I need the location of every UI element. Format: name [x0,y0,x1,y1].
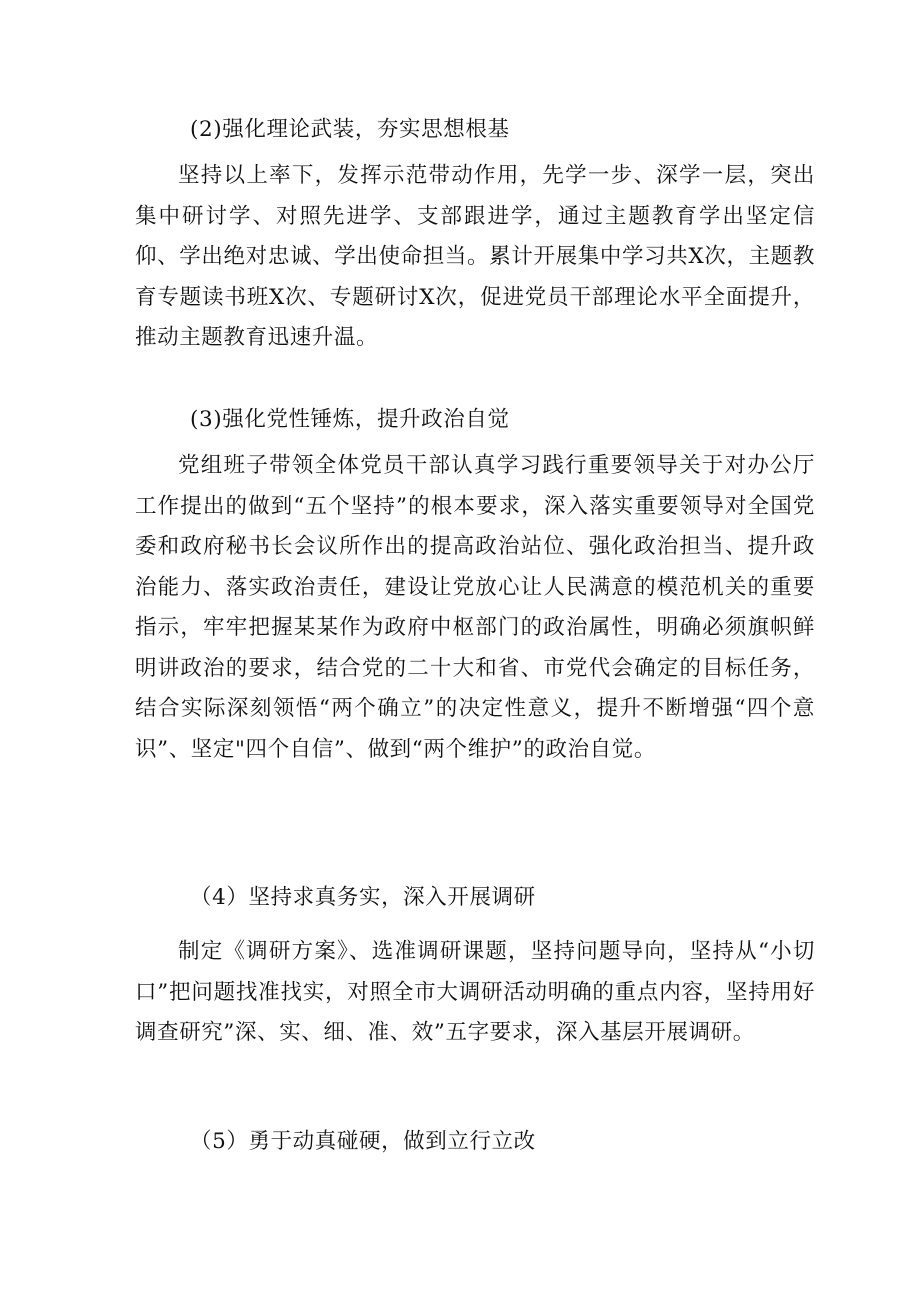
section-heading-4: （4）坚持求真务实，深入开展调研 [190,885,536,910]
section-heading-5: （5）勇于动真碰硬，做到立行立改 [190,1129,536,1154]
section-heading-2: (2)强化理论武装，夯实思想根基 [190,117,510,142]
section-body-2: 坚持以上率下，发挥示范带动作用，先学一步、深学一层，突出集中研讨学、对照先进学、支部跟进学，通过主题教育学出坚定信仰、学出绝对忠诚、学出使命担当。累计开展集中学习共X次，主题教育专题读书班X次、专题研讨X次，促进党员干部理论水平全面提升，推动主题教育迅速升温。 [135,163,815,350]
section-body-3: 党组班子带领全体党员干部认真学习践行重要领导关于对办公厅工作提出的做到“五个坚持”的根本要求，深入落实重要领导对全国党委和政府秘书长会议所作出的提高政治站位、强化政治担当、提升政治能力、落实政治责任，建设让党放心让人民满意的模范机关的重要指示，牢牢把握某某作为政府中枢部门的政治属性，明确必须旗帜鲜明讲政治的要求，结合党的二十大和省、市党代会确定的目标任务，结合实际深刻领悟“两个确立”的决定性意义，提升不断增强“四个意识”、坚定"四个自信”、做到“两个维护”的政治自觉。 [135,453,815,762]
section-heading-3: (3)强化党性锤炼，提升政治自觉 [190,407,510,432]
section-body-4: 制定《调研方案》、选准调研课题，坚持问题导向，坚持从“小切口”把问题找准找实，对照全市大调研活动明确的重点内容，坚持用好调查研究”深、实、细、准、效”五字要求，深入基层开展调研。 [135,939,815,1045]
